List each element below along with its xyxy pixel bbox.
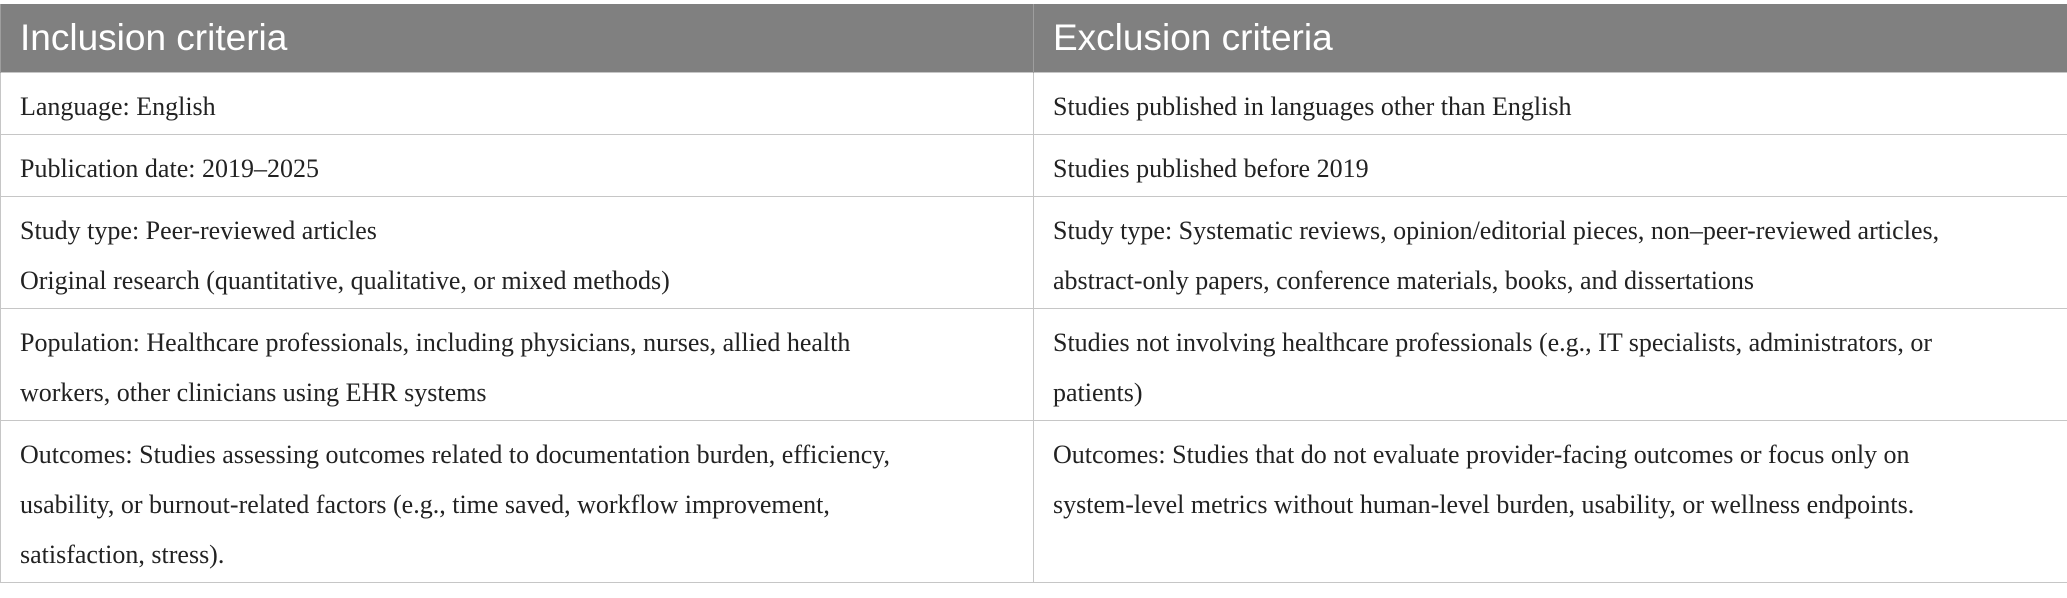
inclusion-cell bbox=[1, 134, 1034, 196]
cell-text: Study type: Systematic reviews, opinion/editorial pieces, non–peer-reviewed articles, bbox=[1053, 215, 1940, 245]
cell-text: Language: English bbox=[20, 91, 216, 121]
criteria-table bbox=[0, 4, 2067, 583]
inclusion-cell bbox=[1, 196, 1034, 308]
exclusion-cell bbox=[1034, 72, 2067, 134]
table-row bbox=[1, 134, 2067, 196]
cell-text: abstract-only papers, conference materials, books, and dissertations bbox=[1053, 265, 1755, 295]
cell-text: usability, or burnout-related factors (e.g., time saved, workflow improvement, bbox=[20, 489, 830, 519]
cell-text: Population: Healthcare professionals, including physicians, nurses, allied health bbox=[20, 327, 851, 357]
inclusion-cell bbox=[1, 308, 1034, 420]
header-row bbox=[1, 4, 2067, 72]
table-row bbox=[1, 308, 2067, 420]
table-row bbox=[1, 196, 2067, 308]
exclusion-cell bbox=[1034, 420, 2067, 582]
exclusion-header: Exclusion criteria bbox=[1034, 4, 2067, 72]
cell-text: Outcomes: Studies assessing outcomes related to documentation burden, efficiency, bbox=[20, 439, 891, 469]
cell-text: Publication date: 2019–2025 bbox=[20, 153, 319, 183]
cell-text: Studies published in languages other than English bbox=[1053, 91, 1572, 121]
exclusion-cell bbox=[1034, 308, 2067, 420]
cell-text: Study type: Peer-reviewed articles bbox=[20, 215, 377, 245]
cell-text: Studies not involving healthcare professionals (e.g., IT specialists, administrators, or bbox=[1053, 327, 1933, 357]
cell-text: patients) bbox=[1053, 377, 1143, 407]
exclusion-cell bbox=[1034, 196, 2067, 308]
inclusion-header: Inclusion criteria bbox=[1, 4, 1034, 72]
exclusion-cell bbox=[1034, 134, 2067, 196]
cell-text: workers, other clinicians using EHR systems bbox=[20, 377, 487, 407]
cell-text: Studies published before 2019 bbox=[1053, 153, 1369, 183]
cell-text: satisfaction, stress). bbox=[20, 539, 225, 569]
table-row bbox=[1, 420, 2067, 582]
cell-text: system-level metrics without human-level burden, usability, or wellness endpoints. bbox=[1053, 489, 1915, 519]
inclusion-cell bbox=[1, 72, 1034, 134]
inclusion-cell bbox=[1, 420, 1034, 582]
cell-text: Outcomes: Studies that do not evaluate provider-facing outcomes or focus only on bbox=[1053, 439, 1910, 469]
cell-text: Original research (quantitative, qualitative, or mixed methods) bbox=[20, 265, 670, 295]
table-row bbox=[1, 72, 2067, 134]
